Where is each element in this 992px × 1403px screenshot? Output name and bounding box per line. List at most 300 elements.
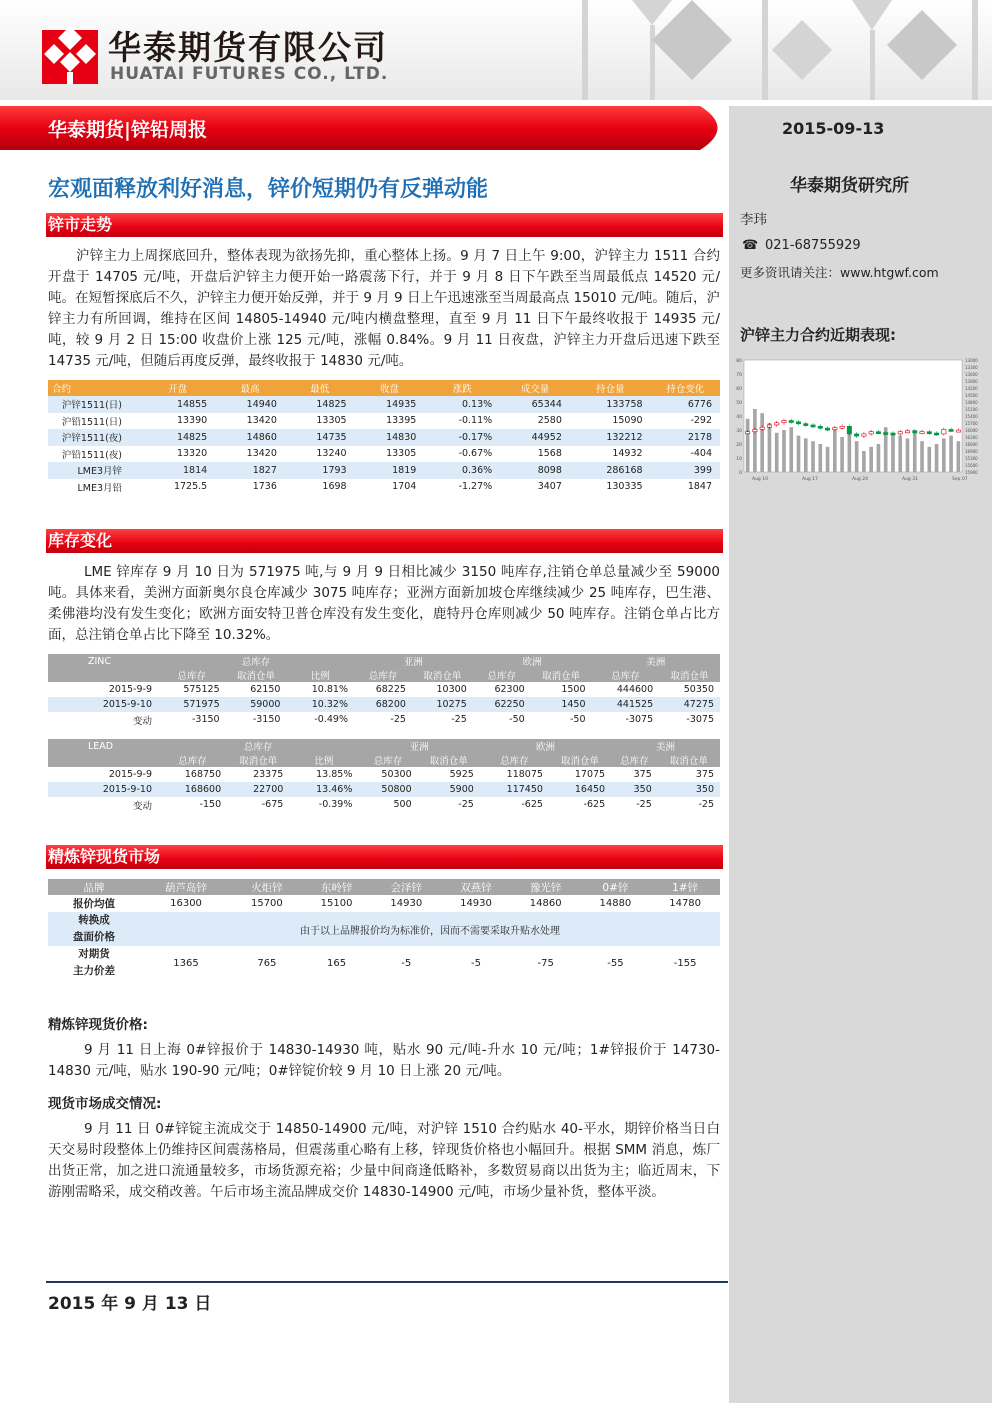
deal-heading: 现货市场成交情况: xyxy=(48,1096,162,1112)
table-cell: 14940 xyxy=(215,396,285,413)
table-cell: 1793 xyxy=(285,462,355,479)
volume-bar xyxy=(920,441,924,472)
table-cell: 13420 xyxy=(215,446,285,463)
table-cell: 沪铅1511(日) xyxy=(48,413,140,430)
table-cell: 133758 xyxy=(570,396,651,413)
candle-body xyxy=(825,428,829,430)
candle-body xyxy=(854,434,858,436)
company-logo xyxy=(42,22,98,84)
table-cell: 22700 xyxy=(227,782,289,797)
table-cell: 2015-9-10 xyxy=(48,782,158,797)
spot-price-row xyxy=(48,895,720,912)
table-cell: 13420 xyxy=(215,413,285,430)
y-tick-label: 60 xyxy=(736,387,742,392)
table-cell: -25 xyxy=(658,797,720,812)
table-cell: 165 xyxy=(302,946,372,980)
table-cell: 1736 xyxy=(215,479,285,496)
col-header: 涨跌 xyxy=(424,380,500,396)
sub-header xyxy=(48,753,158,767)
table-row xyxy=(48,767,720,782)
col-header: 收盘 xyxy=(355,380,425,396)
table-cell: 沪铅1511(夜) xyxy=(48,446,140,463)
institute-name: 华泰期货研究所 xyxy=(790,176,909,196)
x-tick-label: Aug 24 xyxy=(852,477,868,482)
report-date: 2015-09-13 xyxy=(782,119,885,138)
y-tick-label: 20 xyxy=(736,443,742,448)
candle-body xyxy=(891,433,895,435)
table-cell: 1568 xyxy=(500,446,570,463)
y-right-tick-label: 15900 xyxy=(965,470,978,475)
table-cell: -3150 xyxy=(226,712,287,727)
volume-bar xyxy=(942,438,946,472)
table-cell: -625 xyxy=(549,797,611,812)
sub-header: 总库存 xyxy=(611,753,658,767)
volume-bar xyxy=(949,436,953,472)
table-cell: 2580 xyxy=(500,413,570,430)
company-name-en: HUATAI FUTURES CO., LTD. xyxy=(110,64,389,84)
volume-bar xyxy=(768,423,772,472)
y-right-tick-label: 16300 xyxy=(965,435,978,440)
group-header: 欧洲 xyxy=(473,654,592,668)
candle-body xyxy=(811,425,815,427)
col-header: 东岭锌 xyxy=(302,879,372,895)
candle-body xyxy=(753,429,757,431)
candle-body xyxy=(782,420,786,422)
candle-body xyxy=(956,430,960,432)
table-cell: 15090 xyxy=(570,413,651,430)
candle-body xyxy=(840,426,844,428)
table-cell: -55 xyxy=(581,946,651,980)
table-cell: -3075 xyxy=(592,712,660,727)
table-cell: 沪锌1511(夜) xyxy=(48,429,140,446)
table-cell: 0.36% xyxy=(424,462,500,479)
spot-header-row xyxy=(48,879,720,895)
group-header: 亚洲 xyxy=(354,654,473,668)
table-row xyxy=(48,712,720,727)
col-header: 双燕锌 xyxy=(441,879,511,895)
spot-diff-row xyxy=(48,946,720,980)
table-cell: 62300 xyxy=(473,682,531,697)
col-header: 最低 xyxy=(285,380,355,396)
col-header: 豫光锌 xyxy=(511,879,581,895)
header-decoration xyxy=(572,0,992,100)
candle-body xyxy=(862,434,866,436)
group-header: 美洲 xyxy=(611,739,720,753)
table-cell: 15700 xyxy=(232,895,302,912)
sub-header: 取消仓单 xyxy=(531,668,592,682)
table-cell: LME3月锌 xyxy=(48,462,140,479)
candle-body xyxy=(949,429,953,431)
y-right-tick-label: 16900 xyxy=(965,449,978,454)
y-right-tick-label: 15700 xyxy=(965,421,978,426)
candle-body xyxy=(775,423,779,425)
table-row xyxy=(48,797,720,812)
table-row xyxy=(48,697,720,712)
table-cell: 2015-9-10 xyxy=(48,697,158,712)
x-tick-label: Aug 17 xyxy=(802,477,818,482)
sub-header: 总库存 xyxy=(158,668,226,682)
table-cell: 1704 xyxy=(355,479,425,496)
row-label: 报价均值 xyxy=(48,895,140,912)
footer-date: 2015 年 9 月 13 日 xyxy=(48,1294,212,1314)
deal-paragraph: 9 月 11 日 0#锌锭主流成交于 14850-14900 元/吨，对沪锌 1510 合约贴水 40-平水，期锌价格当日白天交易时段整体上仍维持区间震荡格局，但震荡重心略有上移，锌现货价格也小幅回升。根据 SMM 消息，炼厂出货正常，加之进口流通量较多，市场货源充裕；少量中间商逢低略补，多数贸易商以出货为主；临近周末，下游刚需略采，成交稍改善。午后市场主流品牌成交价 14830-14900 元/吨，市场少量补货，整体平淡。 xyxy=(48,1121,720,1200)
table-cell: 14932 xyxy=(570,446,651,463)
table-cell: 6776 xyxy=(651,396,720,413)
volume-bar xyxy=(826,447,830,472)
sub-header: 取消仓单 xyxy=(226,668,287,682)
y-tick-label: 0 xyxy=(739,471,742,476)
y-right-tick-label: 15100 xyxy=(965,407,978,412)
candle-body xyxy=(942,429,946,433)
table-cell: 16450 xyxy=(549,782,611,797)
y-right-tick-label: 13600 xyxy=(965,372,978,377)
table-cell: -0.17% xyxy=(424,429,500,446)
zinc-inventory-table xyxy=(48,654,720,727)
volume-bar xyxy=(804,438,808,472)
volume-bar xyxy=(840,437,844,472)
table-cell: 10275 xyxy=(412,697,473,712)
table-cell: 14735 xyxy=(285,429,355,446)
spot-price-heading: 精炼锌现货价格: xyxy=(48,1017,148,1033)
table-cell: 441525 xyxy=(592,697,660,712)
row-label-line: 主力价差 xyxy=(73,965,115,977)
headline: 宏观面释放利好消息，锌价短期仍有反弹动能 xyxy=(48,177,489,202)
volume-bar xyxy=(818,444,822,472)
table-row xyxy=(48,462,720,479)
row-label-line: 转换成 xyxy=(78,914,110,926)
table-cell: 1847 xyxy=(651,479,720,496)
candle-body xyxy=(847,426,851,434)
table-cell: 1698 xyxy=(285,479,355,496)
y-tick-label: 80 xyxy=(736,359,742,364)
table-cell: -0.67% xyxy=(424,446,500,463)
volume-bar xyxy=(753,409,757,472)
table-cell: 350 xyxy=(611,782,658,797)
table-cell: 65344 xyxy=(500,396,570,413)
sub-header xyxy=(48,668,158,682)
x-tick-label: Aug 31 xyxy=(902,477,918,482)
candle-body xyxy=(920,432,924,434)
table-cell: 变动 xyxy=(48,712,158,727)
table-cell: -25 xyxy=(611,797,658,812)
volume-bar xyxy=(782,430,786,472)
table-cell: 68200 xyxy=(354,697,412,712)
table-cell: 168600 xyxy=(158,782,227,797)
table-cell: 168750 xyxy=(158,767,227,782)
table-cell: -292 xyxy=(651,413,720,430)
table-cell: 50300 xyxy=(358,767,417,782)
table-cell: 10.81% xyxy=(286,682,354,697)
col-header: 持仓量 xyxy=(570,380,651,396)
sub-header: 取消仓单 xyxy=(418,753,480,767)
table-cell: -3150 xyxy=(158,712,226,727)
table-cell: 1365 xyxy=(140,946,232,980)
candle-body xyxy=(884,433,888,435)
y-right-tick-label: 13000 xyxy=(965,358,978,363)
candle-body xyxy=(934,433,938,435)
table-cell: 50350 xyxy=(659,682,720,697)
volume-bar xyxy=(848,433,852,472)
sidebar-panel xyxy=(729,106,992,1403)
section-bar-inventory xyxy=(46,529,723,553)
table-cell: 44952 xyxy=(500,429,570,446)
table-cell: -404 xyxy=(651,446,720,463)
table-cell: -675 xyxy=(227,797,289,812)
candle-body xyxy=(898,432,902,434)
table-cell: -150 xyxy=(158,797,227,812)
x-tick-label: Sep 07 xyxy=(952,477,968,482)
table-cell: -25 xyxy=(412,712,473,727)
sub-header: 总库存 xyxy=(480,753,549,767)
table-cell: 17075 xyxy=(549,767,611,782)
table-cell: LME3月铅 xyxy=(48,479,140,496)
col-header: 葫芦岛锌 xyxy=(140,879,232,895)
table-cell: 3407 xyxy=(500,479,570,496)
y-tick-label: 70 xyxy=(736,373,742,378)
table-cell: 13395 xyxy=(355,413,425,430)
y-tick-label: 40 xyxy=(736,415,742,420)
volume-bar xyxy=(855,441,859,472)
col-header: 持仓变化 xyxy=(651,380,720,396)
candle-body xyxy=(818,426,822,428)
table-row xyxy=(48,413,720,430)
table-cell: 1725.5 xyxy=(140,479,215,496)
table-cell: 14930 xyxy=(441,895,511,912)
spot-table xyxy=(48,879,720,980)
market-table-header xyxy=(48,380,720,396)
table-cell: 14935 xyxy=(355,396,425,413)
table-cell: -0.49% xyxy=(286,712,354,727)
group-header: 总库存 xyxy=(158,654,354,668)
row-label-line: 对期货 xyxy=(78,948,110,960)
table-cell: 1500 xyxy=(531,682,592,697)
y-right-tick-label: 15400 xyxy=(965,414,978,419)
table-cell: -1.27% xyxy=(424,479,500,496)
table-cell: 5900 xyxy=(418,782,480,797)
y-right-tick-label: 13900 xyxy=(965,379,978,384)
sub-header: 取消仓单 xyxy=(549,753,611,767)
sub-header: 比例 xyxy=(289,753,358,767)
chart-title: 沪锌主力合约近期表现: xyxy=(740,326,896,344)
table-cell: -3075 xyxy=(659,712,720,727)
phone-number: 021-68755929 xyxy=(765,238,861,253)
table-cell: 118075 xyxy=(480,767,549,782)
table-cell: 1819 xyxy=(355,462,425,479)
metal-label: ZINC xyxy=(48,654,158,668)
sub-header: 比例 xyxy=(286,668,354,682)
table-cell: 444600 xyxy=(592,682,660,697)
table-cell: 62250 xyxy=(473,697,531,712)
table-cell: 13305 xyxy=(285,413,355,430)
y-right-tick-label: 16600 xyxy=(965,442,978,447)
table-cell: 765 xyxy=(232,946,302,980)
candle-body xyxy=(833,428,837,430)
volume-bar xyxy=(797,436,801,472)
trend-paragraph: 沪锌主力上周探底回升，整体表现为欲扬先抑，重心整体上扬。9 月 7 日上午 9:00，沪锌主力 1511 合约开盘于 14705 元/吨，开盘后沪锌主力便开始一路震荡下行，并于 9 月 8 日下午跌至当周最低点 14520 元/吨。在短暂探底后不久，沪锌主力便开始反弹，并于 9 月 9 日上午迅速涨至当周最高点 15010 元/吨。随后，沪锌主力有所回调，维持在区间 14805-14940 元/吨内横盘整理，直至 9 月 11 日下午最终收报于 14935 元/吨，较 9 月 2 日 15:00 收盘价上涨 125 元/吨，涨幅 0.84%。9 月 11 日夜盘，沪锌主力开盘后迅速下跌至 14735 元/吨，但随后再度反弹，最终收报于 14830 元/吨。 xyxy=(48,248,720,369)
col-header: 成交量 xyxy=(500,380,570,396)
candle-body xyxy=(927,432,931,434)
table-cell: 575125 xyxy=(158,682,226,697)
col-header: 0#锌 xyxy=(581,879,651,895)
table-cell: 14880 xyxy=(581,895,651,912)
table-cell: 2015-9-9 xyxy=(48,767,158,782)
row-label xyxy=(48,912,140,946)
table-cell: 132212 xyxy=(570,429,651,446)
sub-header: 总库存 xyxy=(354,668,412,682)
sub-header: 取消仓单 xyxy=(227,753,289,767)
y-tick-label: 10 xyxy=(736,457,742,462)
volume-bar xyxy=(906,438,910,472)
row-label xyxy=(48,946,140,980)
price-chart xyxy=(732,352,990,484)
table-row xyxy=(48,782,720,797)
table-cell: 2015-9-9 xyxy=(48,682,158,697)
col-header: 会泽锌 xyxy=(371,879,441,895)
lead-inventory-table xyxy=(48,739,720,812)
group-header: 欧洲 xyxy=(480,739,611,753)
table-cell: -75 xyxy=(511,946,581,980)
sub-header: 总库存 xyxy=(592,668,660,682)
table-row xyxy=(48,446,720,463)
author-name: 李玮 xyxy=(740,212,767,228)
volume-bar xyxy=(746,419,750,472)
report-name: 华泰期货|锌铅周报 xyxy=(48,119,207,141)
table-cell: 14860 xyxy=(215,429,285,446)
volume-bar xyxy=(898,436,902,472)
section-title-inventory: 库存变化 xyxy=(48,531,113,550)
col-header: 品牌 xyxy=(48,879,140,895)
y-tick-label: 30 xyxy=(736,429,742,434)
table-cell: 16300 xyxy=(140,895,232,912)
y-tick-label: 50 xyxy=(736,401,742,406)
candle-body xyxy=(905,431,909,433)
group-header: 亚洲 xyxy=(358,739,479,753)
table-cell: 0.13% xyxy=(424,396,500,413)
table-cell: -5 xyxy=(371,946,441,980)
volume-bar xyxy=(877,444,881,472)
y-right-tick-label: 13300 xyxy=(965,365,978,370)
candle-body xyxy=(745,432,749,434)
table-cell: 350 xyxy=(658,782,720,797)
y-right-tick-label: 14800 xyxy=(965,400,978,405)
table-cell: 13.46% xyxy=(289,782,358,797)
y-right-tick-label: 16000 xyxy=(965,428,978,433)
group-header-row xyxy=(48,654,720,668)
group-header: 美洲 xyxy=(592,654,720,668)
table-cell: 375 xyxy=(658,767,720,782)
volume-bar xyxy=(913,430,917,472)
group-header: 总库存 xyxy=(158,739,358,753)
table-cell: 10.32% xyxy=(286,697,354,712)
table-cell: 14855 xyxy=(140,396,215,413)
table-cell: -25 xyxy=(418,797,480,812)
inventory-paragraph: LME 锌库存 9 月 10 日为 571975 吨,与 9 月 9 日相比减少 3150 吨库存,注销仓单总量减少至 59000 吨。具体来看，美洲方面新奥尔良仓库减少 3075 吨库存；亚洲方面新加坡仓库继续减少 25 吨库存，巴生港、柔佛港均没有发生变化；欧洲方面安特卫普仓库没有发生变化，鹿特丹仓库则减少 50 吨库存。注销仓单占比方面，总注销仓单占比下降至 10.32%。 xyxy=(48,564,720,643)
footer-divider xyxy=(46,1281,728,1283)
table-cell: 1827 xyxy=(215,462,285,479)
sub-header-row xyxy=(48,753,720,767)
table-cell: 5925 xyxy=(418,767,480,782)
col-header: 开盘 xyxy=(140,380,215,396)
candle-body xyxy=(869,432,873,434)
volume-bar xyxy=(927,447,931,472)
table-cell: 8098 xyxy=(500,462,570,479)
table-cell: 286168 xyxy=(570,462,651,479)
volume-bar xyxy=(789,427,793,472)
volume-bar xyxy=(833,430,837,472)
candle-body xyxy=(876,432,880,434)
table-cell: 13390 xyxy=(140,413,215,430)
table-cell: -5 xyxy=(441,946,511,980)
sub-header: 总库存 xyxy=(158,753,227,767)
col-header: 最高 xyxy=(215,380,285,396)
table-cell: 14825 xyxy=(285,396,355,413)
candle-body xyxy=(804,424,808,426)
table-cell: -0.11% xyxy=(424,413,500,430)
candle-body xyxy=(796,422,800,424)
table-cell: 14860 xyxy=(511,895,581,912)
table-cell: 59000 xyxy=(226,697,287,712)
volume-bar xyxy=(760,413,764,472)
table-cell: 117450 xyxy=(480,782,549,797)
sub-header: 总库存 xyxy=(473,668,531,682)
volume-bar xyxy=(775,433,779,472)
table-cell: -155 xyxy=(650,946,720,980)
candle-body xyxy=(760,427,764,429)
company-name-cn: 华泰期货有限公司 xyxy=(108,28,388,67)
table-cell: 沪锌1511(日) xyxy=(48,396,140,413)
table-cell: 50800 xyxy=(358,782,417,797)
table-cell: 1814 xyxy=(140,462,215,479)
table-cell: -0.39% xyxy=(289,797,358,812)
table-cell: 15100 xyxy=(302,895,372,912)
col-header: 合约 xyxy=(48,380,140,396)
volume-bar xyxy=(869,447,873,472)
table-cell: 68225 xyxy=(354,682,412,697)
table-row xyxy=(48,682,720,697)
table-cell: -50 xyxy=(473,712,531,727)
table-cell: 62150 xyxy=(226,682,287,697)
table-cell: 变动 xyxy=(48,797,158,812)
y-right-tick-label: 14500 xyxy=(965,393,978,398)
table-cell: 14830 xyxy=(355,429,425,446)
sub-header: 取消仓单 xyxy=(412,668,473,682)
table-cell: 47275 xyxy=(659,697,720,712)
more-info-link[interactable]: 更多资讯请关注：www.htgwf.com xyxy=(740,265,939,280)
candle-body xyxy=(789,420,793,422)
table-cell: 13305 xyxy=(355,446,425,463)
section-title-spot: 精炼锌现货市场 xyxy=(48,847,161,866)
x-tick-label: Aug 10 xyxy=(752,477,768,482)
table-cell: 10300 xyxy=(412,682,473,697)
table-cell: 23375 xyxy=(227,767,289,782)
table-cell: 375 xyxy=(611,767,658,782)
col-header: 火炬锌 xyxy=(232,879,302,895)
candle-body xyxy=(767,425,771,427)
table-cell: 2178 xyxy=(651,429,720,446)
y-right-tick-label: 14200 xyxy=(965,386,978,391)
table-cell: -25 xyxy=(354,712,412,727)
table-cell: 130335 xyxy=(570,479,651,496)
table-cell: 14825 xyxy=(140,429,215,446)
table-cell: -50 xyxy=(531,712,592,727)
table-cell: 13240 xyxy=(285,446,355,463)
section-bar-trend xyxy=(46,213,723,237)
section-title-trend: 锌市走势 xyxy=(48,215,113,234)
table-cell: 14780 xyxy=(650,895,720,912)
convert-note: 由于以上品牌报价均为标准价，因而不需要采取升贴水处理 xyxy=(140,912,720,946)
table-row xyxy=(48,479,720,496)
col-header: 1#锌 xyxy=(650,879,720,895)
